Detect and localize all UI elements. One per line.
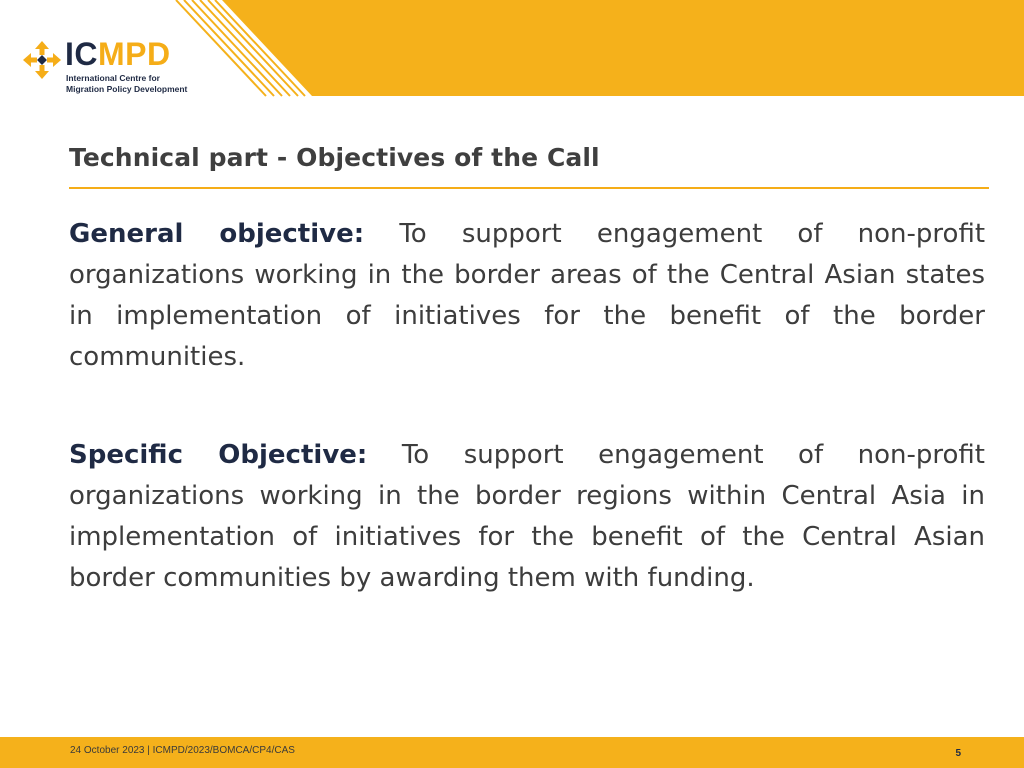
logo-wordmark-mpd: MPD [98, 36, 171, 72]
general-objective-text: To support engagement of non-profit organizations working in the border areas of the Central Asian states in implementation of initiatives for the benefit of the border communities. [69, 219, 986, 372]
general-objective-label: General objective: [69, 219, 365, 249]
page-number: 5 [955, 748, 961, 759]
logo-wordmark-ic: IC [65, 36, 98, 72]
title-divider [69, 187, 989, 189]
slide-header [0, 0, 1024, 100]
logo-subtitle-line2: Migration Policy Development [66, 84, 188, 94]
specific-objective-paragraph [69, 435, 985, 599]
logo-subtitle [66, 73, 187, 95]
slide-title: Technical part - Objectives of the Call [69, 143, 600, 172]
specific-objective-label: Specific Objective: [69, 440, 368, 470]
general-objective-paragraph [69, 214, 985, 378]
specific-objective-text: To support engagement of non-profit organizations working in the border regions within Central Asia in implementation of initiatives for the benefit of the Central Asian border communities by awarding them with funding. [69, 440, 985, 593]
logo-subtitle-line1: International Centre for [66, 73, 160, 83]
icmpd-arrows-icon [22, 40, 62, 80]
icmpd-logo [22, 36, 222, 98]
logo-wordmark [65, 38, 171, 70]
footer-reference: 24 October 2023 | ICMPD/2023/BOMCA/CP4/CAS [70, 745, 295, 756]
